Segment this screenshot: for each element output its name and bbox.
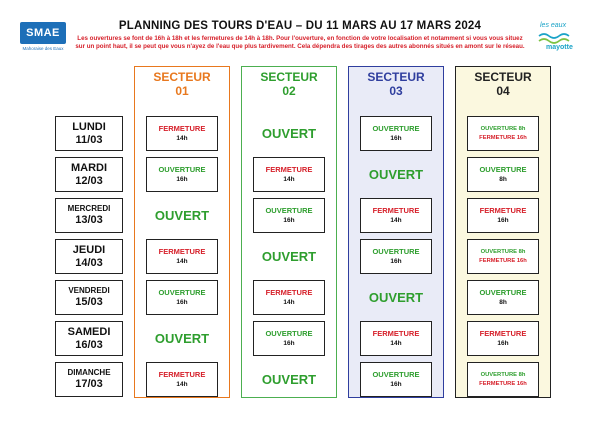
logo-right-bottom-text: mayotte <box>546 44 573 51</box>
day-label-tuesday <box>55 157 123 192</box>
sector-number: 01 <box>175 84 189 98</box>
smae-logo <box>20 22 66 51</box>
cell-closing: FERMETURE 16h <box>479 380 527 387</box>
schedule-cell-s2-sunday: OUVERT <box>261 372 317 387</box>
schedule-cell-s2-saturday <box>253 321 325 356</box>
cell-time: 14h <box>283 176 295 183</box>
cell-time: 16h <box>390 258 402 265</box>
cell-time: 14h <box>176 381 188 388</box>
day-name: MERCREDI <box>67 204 111 213</box>
cell-status: FERMETURE <box>479 206 527 215</box>
cell-status: FERMETURE <box>372 329 420 338</box>
cell-opening: OUVERTURE 8h <box>480 248 526 255</box>
cell-status: OUVERTURE <box>158 288 206 297</box>
cell-status: FERMETURE <box>372 206 420 215</box>
schedule-cell-s1-tuesday <box>146 157 218 192</box>
schedule-cell-s4-sunday <box>467 362 539 397</box>
schedule-cell-s1-friday <box>146 280 218 315</box>
schedule-cell-s3-saturday <box>360 321 432 356</box>
schedule-notice: Les ouvertures se font de 16h à 18h et les fermetures de 14h à 18h. Pour l'ouverture, en fonction de votre localisation et notamment si vous vous situez sur un point haut, il se peut que vous n'ayez de l'eau que plus tardivement. Cela dépendra des tirages des autres abonnés situés en amont sur le réseau. <box>75 35 525 51</box>
schedule-cell-s3-tuesday: OUVERT <box>368 167 424 182</box>
day-name: LUNDI <box>72 120 106 133</box>
day-label-thursday <box>55 239 123 274</box>
cell-time: 8h <box>499 299 507 306</box>
cell-status: FERMETURE <box>265 165 313 174</box>
sector-label: SECTEUR <box>260 70 318 84</box>
schedule-cell-s4-monday <box>467 116 539 151</box>
eaux-mayotte-logo <box>532 22 582 56</box>
schedule-cell-s3-sunday <box>360 362 432 397</box>
cell-status: OUVERTURE <box>372 247 420 256</box>
cell-time: 16h <box>176 299 188 306</box>
cell-status: OUVERTURE <box>479 288 527 297</box>
schedule-cell-s1-saturday: OUVERT <box>154 331 210 346</box>
cell-time: 14h <box>390 217 402 224</box>
cell-closing: FERMETURE 16h <box>479 134 527 141</box>
day-date: 11/03 <box>75 133 103 146</box>
schedule-cell-s2-monday: OUVERT <box>261 126 317 141</box>
day-date: 12/03 <box>75 174 103 187</box>
cell-status: OUVERTURE <box>158 165 206 174</box>
cell-time: 16h <box>283 217 295 224</box>
cell-closing: FERMETURE 16h <box>479 257 527 264</box>
day-name: JEUDI <box>72 243 106 256</box>
cell-opening: OUVERTURE 8h <box>480 371 526 378</box>
sector-label: SECTEUR <box>153 70 211 84</box>
schedule-cell-s3-friday: OUVERT <box>368 290 424 305</box>
schedule-cell-s2-thursday: OUVERT <box>261 249 317 264</box>
cell-status: FERMETURE <box>265 288 313 297</box>
schedule-cell-s3-thursday <box>360 239 432 274</box>
cell-time: 16h <box>390 135 402 142</box>
cell-status: OUVERTURE <box>265 206 313 215</box>
cell-time: 8h <box>499 176 507 183</box>
schedule-cell-s1-wednesday: OUVERT <box>154 208 210 223</box>
schedule-cell-s4-wednesday <box>467 198 539 233</box>
day-label-saturday <box>55 321 123 356</box>
schedule-cell-s1-thursday <box>146 239 218 274</box>
day-label-wednesday <box>55 198 123 233</box>
cell-time: 16h <box>390 381 402 388</box>
water-waves-icon <box>538 32 576 44</box>
sector-number: 02 <box>282 84 296 98</box>
schedule-cell-s1-monday <box>146 116 218 151</box>
sector-label: SECTEUR <box>474 70 532 84</box>
schedule-cell-s3-monday <box>360 116 432 151</box>
day-label-friday <box>55 280 123 315</box>
day-name: SAMEDI <box>67 325 111 338</box>
smae-logo-text: SMAE <box>20 22 66 44</box>
cell-time: 14h <box>283 299 295 306</box>
cell-status: OUVERTURE <box>479 165 527 174</box>
schedule-cell-s4-tuesday <box>467 157 539 192</box>
cell-status: FERMETURE <box>158 124 206 133</box>
day-date: 14/03 <box>75 256 103 269</box>
cell-time: 16h <box>497 217 509 224</box>
schedule-cell-s4-thursday <box>467 239 539 274</box>
cell-time: 14h <box>176 135 188 142</box>
day-name: DIMANCHE <box>67 368 111 377</box>
day-name: MARDI <box>70 161 108 174</box>
cell-time: 16h <box>497 340 509 347</box>
smae-logo-subtitle: Mahoraise des Eaux <box>22 46 64 51</box>
day-date: 13/03 <box>75 214 103 226</box>
sector-number: 04 <box>496 84 510 98</box>
cell-status: OUVERTURE <box>265 329 313 338</box>
logo-right-top-text: les eaux <box>540 22 567 29</box>
sector-01-header <box>134 70 230 98</box>
cell-time: 14h <box>176 258 188 265</box>
sector-03-header <box>348 70 444 98</box>
cell-status: OUVERTURE <box>372 124 420 133</box>
day-date: 17/03 <box>75 378 103 390</box>
sector-label: SECTEUR <box>367 70 425 84</box>
schedule-cell-s4-friday <box>467 280 539 315</box>
cell-status: OUVERTURE <box>372 370 420 379</box>
cell-status: FERMETURE <box>158 247 206 256</box>
day-date: 15/03 <box>75 296 103 308</box>
schedule-cell-s4-saturday <box>467 321 539 356</box>
cell-time: 16h <box>176 176 188 183</box>
day-label-monday <box>55 116 123 151</box>
schedule-cell-s2-wednesday <box>253 198 325 233</box>
day-name: VENDREDI <box>68 286 110 295</box>
schedule-cell-s2-tuesday <box>253 157 325 192</box>
schedule-cell-s3-wednesday <box>360 198 432 233</box>
cell-time: 14h <box>390 340 402 347</box>
schedule-cell-s1-sunday <box>146 362 218 397</box>
sector-02-header <box>241 70 337 98</box>
cell-time: 16h <box>283 340 295 347</box>
schedule-cell-s2-friday <box>253 280 325 315</box>
cell-status: FERMETURE <box>158 370 206 379</box>
cell-status: FERMETURE <box>479 329 527 338</box>
day-date: 16/03 <box>75 338 103 351</box>
sector-04-header <box>455 70 551 98</box>
page-title: PLANNING DES TOURS D'EAU – DU 11 MARS AU 17 MARS 2024 <box>118 20 482 32</box>
day-label-sunday <box>55 362 123 397</box>
sector-number: 03 <box>389 84 403 98</box>
cell-opening: OUVERTURE 8h <box>480 125 526 132</box>
